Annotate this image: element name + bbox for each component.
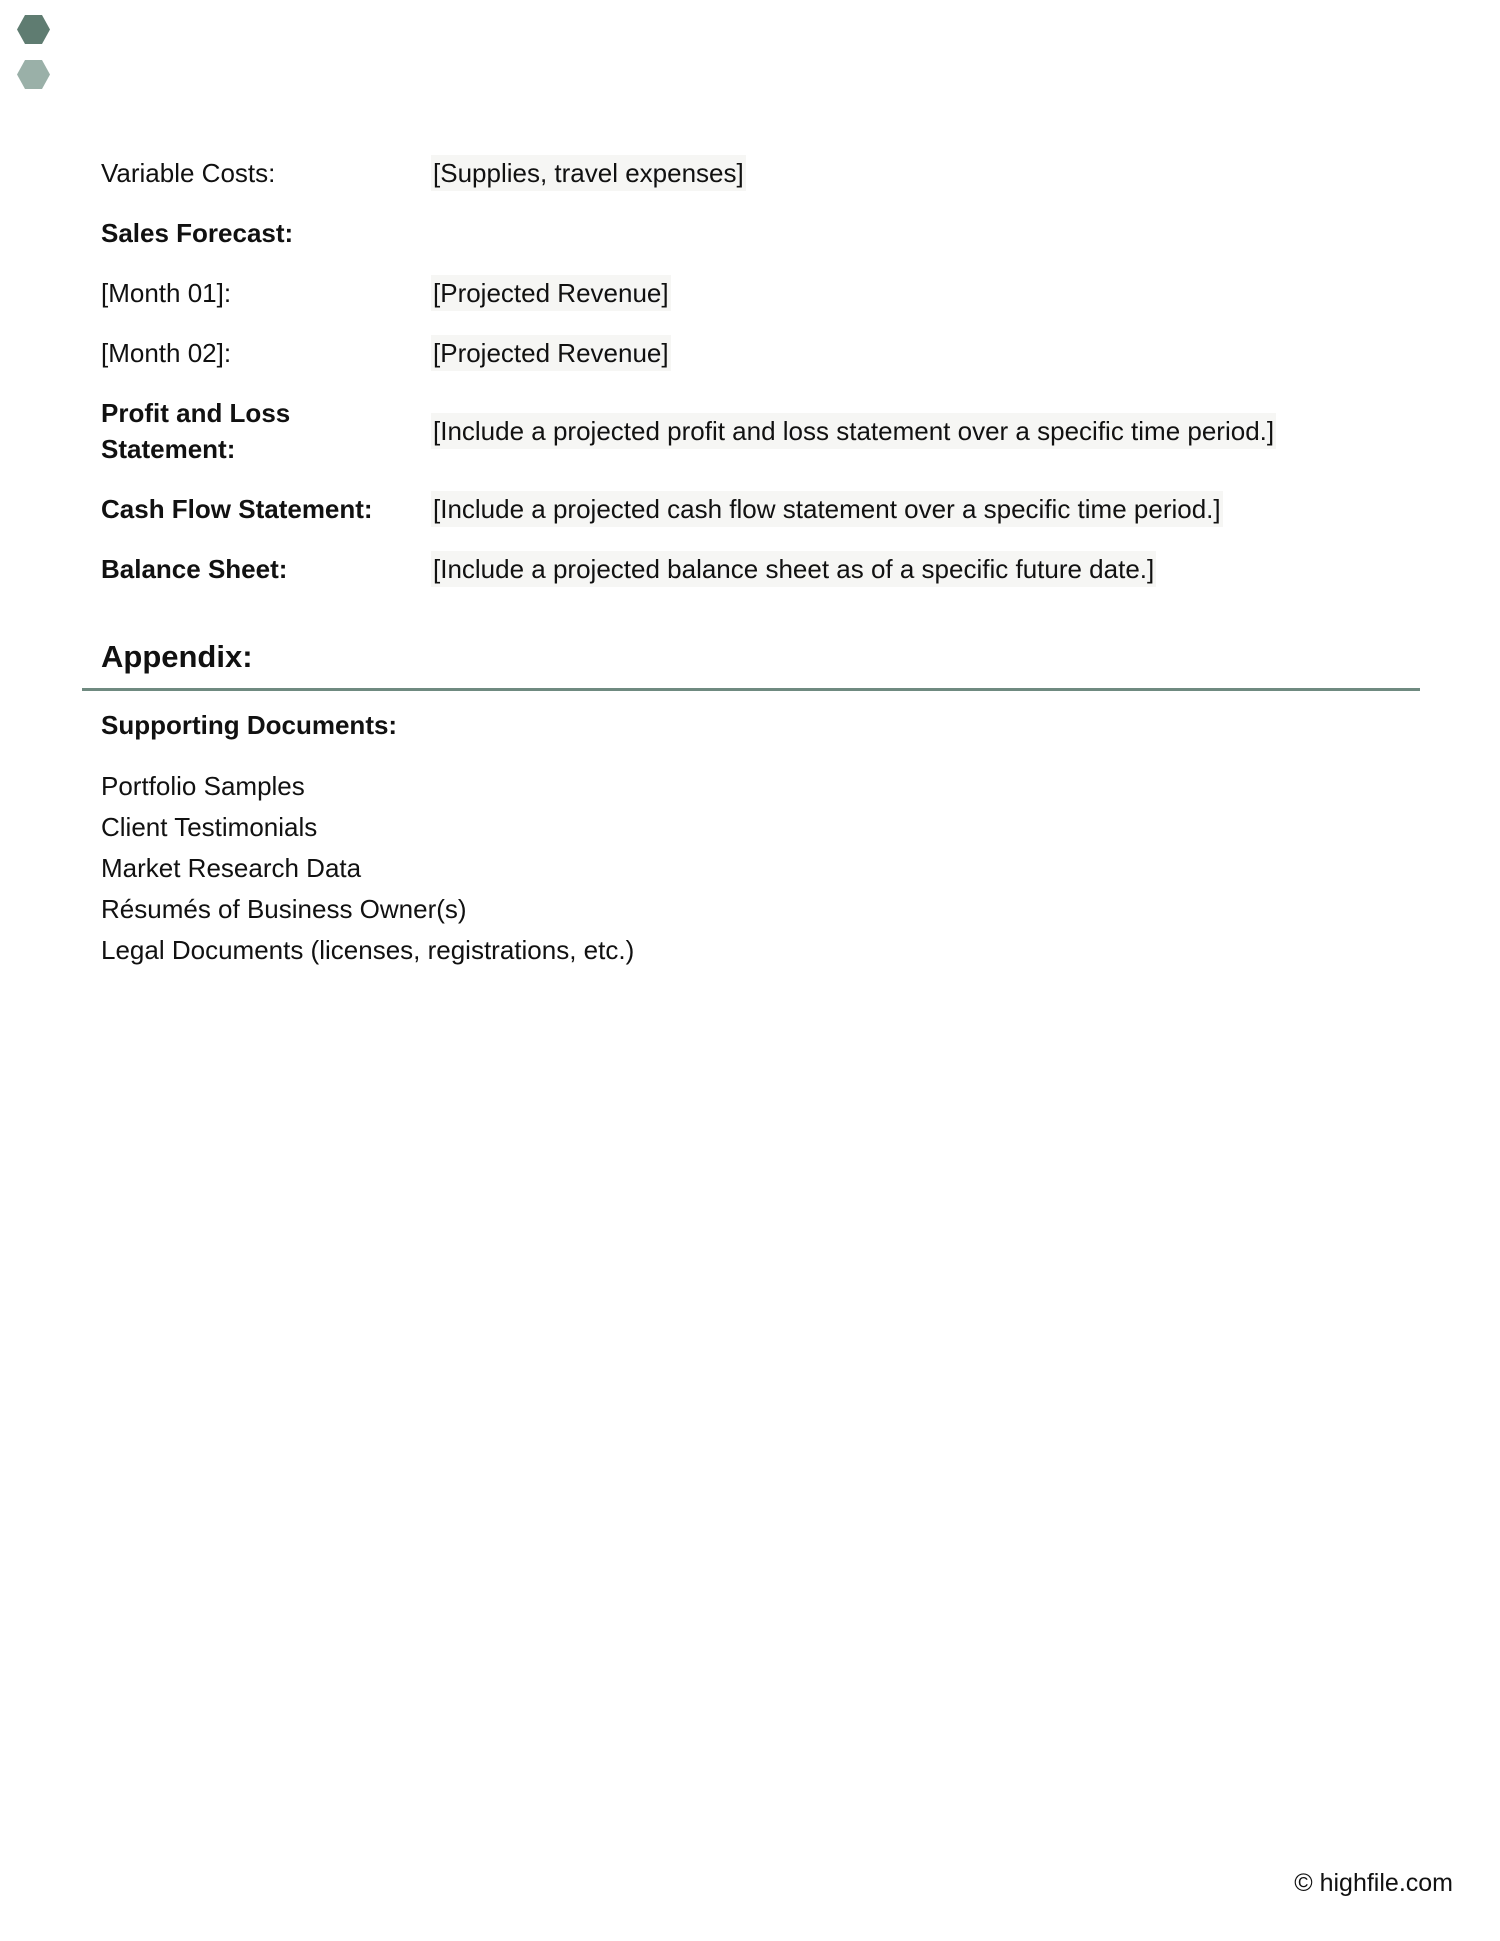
list-item: Client Testimonials	[101, 812, 318, 842]
month-02-row	[101, 335, 1421, 371]
hexagon-light-icon	[17, 60, 50, 89]
financial-plan-section	[101, 155, 1421, 611]
balance-sheet-value: [Include a projected balance sheet as of a specific future date.]	[431, 551, 1156, 587]
appendix-heading: Appendix:	[101, 639, 253, 674]
supporting-documents-heading: Supporting Documents:	[101, 710, 398, 740]
profit-loss-row	[101, 395, 1421, 467]
variable-costs-label: Variable Costs:	[101, 158, 276, 188]
sales-forecast-row	[101, 215, 1421, 251]
hexagon-dark-icon	[17, 15, 50, 44]
month-02-value: [Projected Revenue]	[431, 335, 671, 371]
variable-costs-value: [Supplies, travel expenses]	[431, 155, 746, 191]
profit-loss-label	[101, 395, 431, 467]
cash-flow-row	[101, 491, 1421, 527]
list-item: Market Research Data	[101, 853, 362, 883]
sales-forecast-label: Sales Forecast:	[101, 218, 294, 248]
month-02-label: [Month 02]:	[101, 338, 232, 368]
cash-flow-value: [Include a projected cash flow statement over a specific time period.]	[431, 491, 1223, 527]
profit-loss-label-line1: Profit and Loss	[101, 398, 291, 428]
profit-loss-value: [Include a projected profit and loss statement over a specific time period.]	[431, 413, 1276, 449]
list-item: Portfolio Samples	[101, 771, 305, 801]
profit-loss-label-line2: Statement:	[101, 434, 236, 464]
list-item: Résumés of Business Owner(s)	[101, 894, 467, 924]
month-01-value: [Projected Revenue]	[431, 275, 671, 311]
balance-sheet-label: Balance Sheet:	[101, 554, 288, 584]
month-01-row	[101, 275, 1421, 311]
cash-flow-label: Cash Flow Statement:	[101, 494, 373, 524]
variable-costs-row	[101, 155, 1421, 191]
section-divider	[82, 688, 1420, 691]
list-item: Legal Documents (licenses, registrations, etc.)	[101, 935, 635, 965]
copyright-footer: © highfile.com	[1294, 1869, 1453, 1897]
month-01-label: [Month 01]:	[101, 278, 232, 308]
balance-sheet-row	[101, 551, 1421, 587]
supporting-documents-list	[101, 766, 634, 971]
